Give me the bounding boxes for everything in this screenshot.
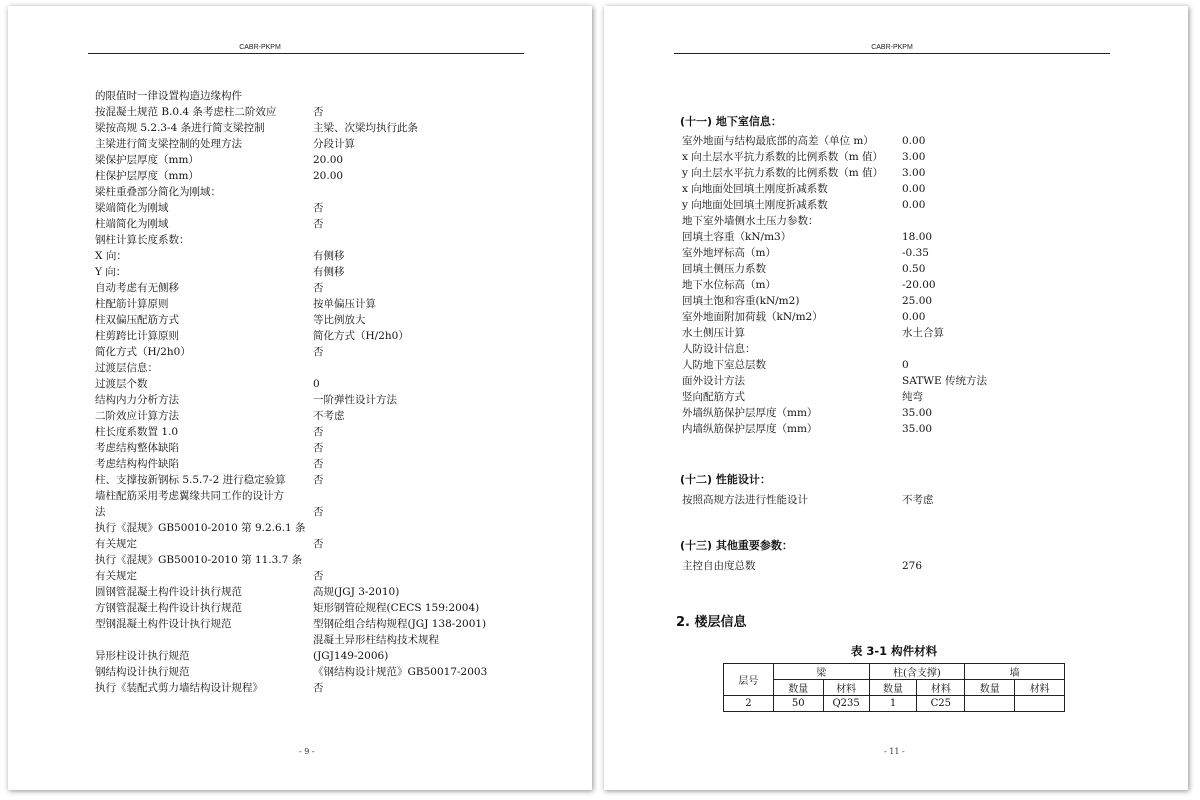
basement-parameter-list [682,133,1142,437]
parameter-row [95,584,565,600]
parameter-value: 0 [313,378,320,390]
parameter-value: 否 [313,474,324,486]
parameter-row [95,200,565,216]
parameter-label: 地下水位标高（m） [682,279,776,291]
parameter-label: 回填土饱和容重(kN/m2) [682,295,800,307]
parameter-value: 水土合算 [902,327,944,339]
parameter-row [682,149,1142,165]
table-cell [965,696,1015,712]
parameter-value: 18.00 [902,231,933,243]
parameter-row [95,376,565,392]
parameter-label: 有关规定 [95,570,137,582]
table-cell [1015,696,1065,712]
parameter-label: 室外地面与结构最底部的高差（单位 m） [682,135,874,147]
parameter-row [95,120,565,136]
parameter-value: 型钢砼组合结构规程(JGJ 138-2001) [313,618,487,630]
parameter-value: 否 [313,682,324,694]
parameter-value: 276 [902,560,923,572]
parameter-row [95,408,565,424]
parameter-value: 0.00 [902,199,926,211]
parameter-label: 钢柱计算长度系数： [95,234,190,246]
parameter-row [95,664,565,680]
parameter-value: 20.00 [313,154,344,166]
table-header-floor: 层号 [724,664,774,696]
table-cell: Q235 [823,696,869,712]
parameter-label: 内墙纵筋保护层厚度（mm） [682,423,818,435]
parameter-label: 梁柱重叠部分简化为刚域： [95,186,221,198]
parameter-value: -20.00 [902,279,936,291]
parameter-row [95,552,565,568]
parameter-label: 型钢混凝土构件设计执行规范 [95,618,232,630]
parameter-row [95,168,565,184]
material-table [723,663,1065,712]
page-number: - 9 - [299,747,315,756]
section-title-other: (十三) 其他重要参数： [680,539,793,552]
section-title-performance: (十二) 性能设计： [680,473,771,486]
parameter-row [95,472,565,488]
parameter-label: 柱保护层厚度（mm） [95,170,199,182]
parameter-row [682,309,1142,325]
parameter-value: 35.00 [902,423,933,435]
parameter-value: 35.00 [902,407,933,419]
parameter-label: x 向土层水平抗力系数的比例系数（m 值） [682,151,884,163]
parameter-row [95,440,565,456]
parameter-row [95,136,565,152]
table-caption: 表 3-1 构件材料 [850,644,938,658]
parameter-row [95,520,565,536]
parameter-value: SATWE 传统方法 [902,375,987,387]
parameter-row [682,357,1142,373]
table-subheader: 材料 [823,680,869,696]
parameter-row [95,248,565,264]
parameter-label: 墙柱配筋采用考虑翼缘共同工作的设计方 [95,490,284,502]
parameter-value: 不考虑 [902,494,934,506]
table-row [724,696,1065,712]
parameter-label: 圆钢管混凝土构件设计执行规范 [95,586,242,598]
parameter-label: 回填土侧压力系数 [682,263,766,275]
table-subheader: 数量 [869,680,917,696]
parameter-row [682,261,1142,277]
table-header-beam: 梁 [773,664,869,680]
parameter-row [682,181,1142,197]
parameter-label: 梁保护层厚度（mm） [95,154,199,166]
parameter-row [95,264,565,280]
parameter-value: 有侧移 [313,266,345,278]
parameter-row [682,213,1142,229]
parameter-row [682,325,1142,341]
header-rule [88,53,524,54]
parameter-value: 混凝土异形柱结构技术规程 [313,634,439,646]
parameter-label: 法 [95,506,106,518]
parameter-label: 柱端简化为刚域 [95,218,169,230]
parameter-label: X 向： [95,250,127,262]
parameter-value: 否 [313,442,324,454]
parameter-value: 否 [313,458,324,470]
parameter-row [95,312,565,328]
parameter-row [95,232,565,248]
table-subheader: 材料 [917,680,965,696]
other-parameter-list [682,558,1142,574]
parameter-label: y 向土层水平抗力系数的比例系数（m 值） [682,167,884,179]
parameter-value: 0 [902,359,909,371]
parameter-label: 竖向配筋方式 [682,391,745,403]
parameter-value: 矩形钢管砼规程(CECS 159:2004) [313,602,480,614]
parameter-value: 否 [313,106,324,118]
parameter-label: 柱双偏压配筋方式 [95,314,179,326]
parameter-value: 20.00 [313,170,344,182]
parameter-row [95,328,565,344]
parameter-value: 高规(JGJ 3-2010) [313,586,400,598]
parameter-row [95,104,565,120]
parameter-row [682,373,1142,389]
parameter-label: 二阶效应计算方法 [95,410,179,422]
parameter-value: 一阶弹性设计方法 [313,394,397,406]
parameter-value: 按单偏压计算 [313,298,376,310]
parameter-label: x 向地面处回填土刚度折减系数 [682,183,828,195]
parameter-value: 否 [313,538,324,550]
parameter-label: 过渡层信息： [95,362,158,374]
parameter-value: 否 [313,282,324,294]
parameter-value: 简化方式（H/2h0） [313,330,409,342]
section-title-basement: (十一) 地下室信息： [680,115,782,128]
parameter-label: 面外设计方法 [682,375,745,387]
parameter-value: 纯弯 [902,391,923,403]
parameter-row [95,88,565,104]
parameter-value: -0.35 [902,247,929,259]
table-subheader: 数量 [965,680,1015,696]
parameter-row [95,680,565,696]
parameter-row [95,296,565,312]
parameter-row [95,616,565,632]
parameter-label: y 向地面处回填土刚度折减系数 [682,199,828,211]
parameter-label: 柱剪跨比计算原则 [95,330,179,342]
parameter-row [682,492,1142,508]
parameter-value: 0.50 [902,263,926,275]
parameter-value: 0.00 [902,135,926,147]
parameter-value: 不考虑 [313,410,345,422]
parameter-label: 外墙纵筋保护层厚度（mm） [682,407,818,419]
table-header-column: 柱(含支撑) [869,664,965,680]
parameter-row [682,293,1142,309]
parameter-row [95,504,565,520]
parameter-label: 执行《混规》GB50010-2010 第 11.3.7 条 [95,554,303,566]
parameter-value: 3.00 [902,167,926,179]
parameter-label: 水土侧压计算 [682,327,745,339]
parameter-row [682,421,1142,437]
parameter-value: (JGJ149-2006) [313,650,389,662]
parameter-label: 按混凝土规范 B.0.4 条考虑柱二阶效应 [95,106,277,118]
table-header-wall: 墙 [965,664,1065,680]
document-page-right [604,6,1188,790]
parameter-value: 否 [313,570,324,582]
parameter-row [682,197,1142,213]
parameter-value: 25.00 [902,295,933,307]
parameter-row [682,229,1142,245]
performance-parameter-list [682,492,1142,508]
parameter-row [682,558,1142,574]
parameter-row [95,488,565,504]
parameter-list [95,88,565,696]
parameter-label: 柱长度系数置 1.0 [95,426,179,438]
parameter-label: 考虑结构整体缺陷 [95,442,179,454]
parameter-value: 0.00 [902,183,926,195]
parameter-label: 梁端简化为刚域 [95,202,169,214]
table-cell: 50 [773,696,823,712]
parameter-row [95,632,565,648]
parameter-row [682,245,1142,261]
parameter-row [682,389,1142,405]
parameter-label: 梁按高规 5.2.3-4 条进行简支梁控制 [95,122,265,134]
parameter-label: 自动考虑有无侧移 [95,282,179,294]
parameter-value: 分段计算 [313,138,355,150]
parameter-row [95,152,565,168]
parameter-label: 主控自由度总数 [682,560,756,572]
parameter-value: 否 [313,202,324,214]
parameter-row [682,133,1142,149]
page-header: CABR-PKPM [871,44,913,51]
table-subheader: 数量 [773,680,823,696]
parameter-label: 室外地坪标高（m） [682,247,776,259]
parameter-value: 否 [313,426,324,438]
parameter-row [95,184,565,200]
parameter-label: 柱配筋计算原则 [95,298,169,310]
page-header: CABR-PKPM [239,44,281,51]
parameter-row [95,392,565,408]
parameter-row [95,536,565,552]
parameter-row [682,341,1142,357]
parameter-value: 3.00 [902,151,926,163]
parameter-label: 简化方式（H/2h0） [95,346,191,358]
parameter-value: 主梁、次梁均执行此条 [313,122,418,134]
chapter-heading: 2. 楼层信息 [676,615,747,630]
parameter-label: 人防设计信息： [682,343,756,355]
parameter-label: 的限值时一律设置构造边缘构件 [95,90,242,102]
parameter-row [95,568,565,584]
parameter-label: 过渡层个数 [95,378,148,390]
parameter-row [682,277,1142,293]
parameter-label: 异形柱设计执行规范 [95,650,190,662]
page-number: - 11 - [884,747,905,756]
document-page-left [8,6,592,790]
parameter-row [95,456,565,472]
parameter-label: 执行《装配式剪力墙结构设计规程》 [95,682,263,694]
parameter-label: 地下室外墙侧水土压力参数： [682,215,819,227]
parameter-label: 按照高规方法进行性能设计 [682,494,808,506]
parameter-label: 柱、支撑按新钢标 5.5.7-2 进行稳定验算 [95,474,286,486]
parameter-label: 结构内力分析方法 [95,394,179,406]
parameter-label: 主梁进行简支梁控制的处理方法 [95,138,242,150]
parameter-row [95,280,565,296]
table-cell: 1 [869,696,917,712]
parameter-value: 否 [313,218,324,230]
parameter-value: 0.00 [902,311,926,323]
table-cell: C25 [917,696,965,712]
parameter-label: Y 向： [95,266,127,278]
parameter-label: 回填土容重（kN/m3） [682,231,792,243]
parameter-value: 等比例放大 [313,314,366,326]
parameter-row [95,344,565,360]
parameter-label: 方钢管混凝土构件设计执行规范 [95,602,242,614]
parameter-row [95,424,565,440]
parameter-label: 考虑结构构件缺陷 [95,458,179,470]
parameter-value: 否 [313,346,324,358]
parameter-label: 有关规定 [95,538,137,550]
parameter-row [95,216,565,232]
parameter-row [682,165,1142,181]
parameter-value: 《钢结构设计规范》GB50017-2003 [313,666,488,678]
parameter-label: 执行《混规》GB50010-2010 第 9.2.6.1 条 [95,522,306,534]
parameter-label: 室外地面附加荷载（kN/m2） [682,311,823,323]
parameter-value: 有侧移 [313,250,345,262]
table-subheader: 材料 [1015,680,1065,696]
parameter-row [95,360,565,376]
parameter-label: 钢结构设计执行规范 [95,666,190,678]
parameter-row [95,600,565,616]
parameter-value: 否 [313,506,324,518]
parameter-row [95,648,565,664]
table-cell: 2 [724,696,774,712]
parameter-label: 人防地下室总层数 [682,359,766,371]
parameter-row [682,405,1142,421]
header-rule [674,53,1110,54]
